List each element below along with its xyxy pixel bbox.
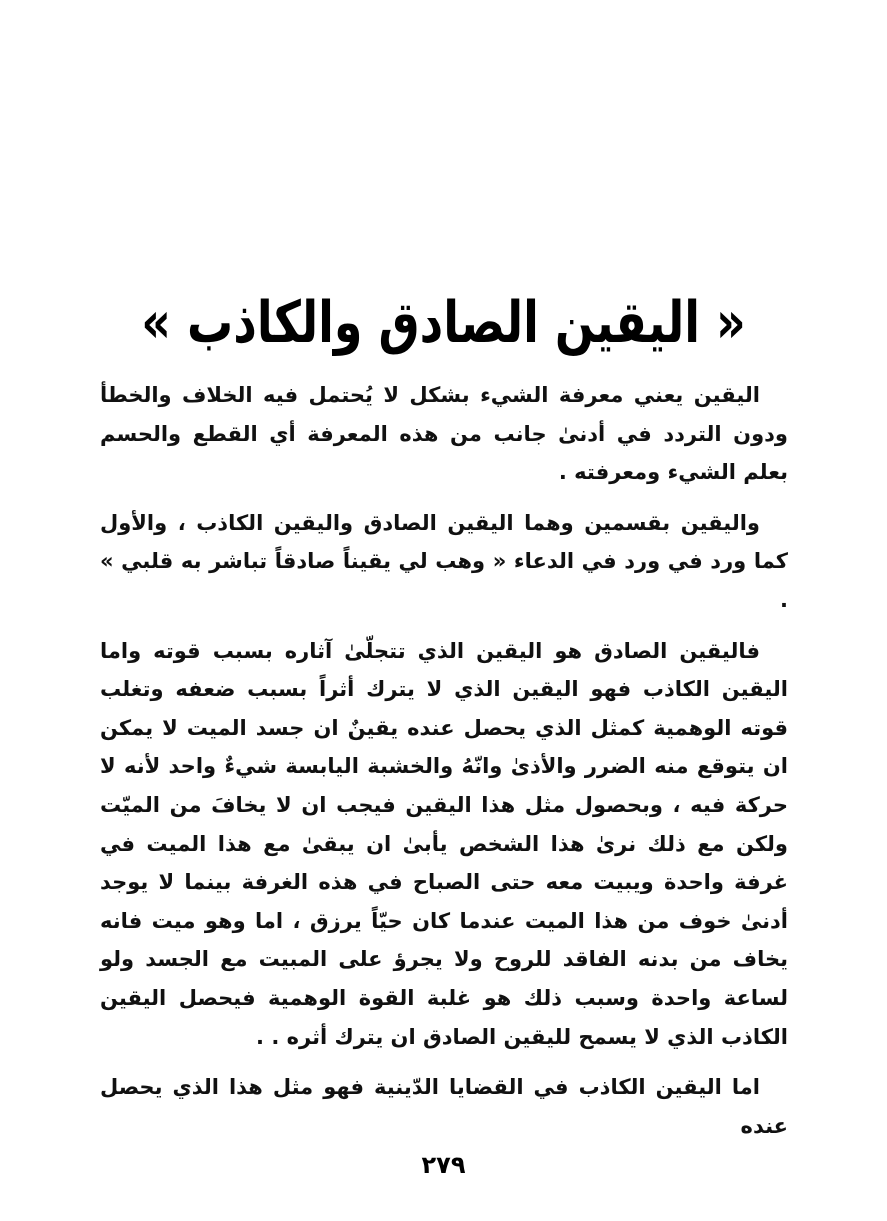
page-title: « اليقين الصادق والكاذب » (141, 288, 746, 356)
paragraph-4: اما اليقين الكاذب في القضايا الدّينية فهو مثل هذا الذي يحصل عنده (100, 1075, 788, 1138)
page-number: ٢٧٩ (421, 1151, 466, 1179)
paragraph-2: واليقين بقسمين وهما اليقين الصادق واليقين الكاذب ، والأول كما ورد في ورد في الدعاء « وهب لي يقيناً صادقاً تباشر به قلبي » . (100, 510, 788, 612)
paragraph-1: اليقين يعني معرفة الشيء بشكل لا يُحتمل فيه الخلاف والخطأ ودون التردد في أدنىٰ جانب من هذه المعرفة أي القطع والحسم بعلم الشيء ومعرفته . (100, 383, 788, 485)
paragraph-3: فاليقين الصادق هو اليقين الذي تتجلّىٰ آثاره بسبب قوته واما اليقين الكاذب فهو اليقين الذي لا يترك أثراً بسبب ضعفه وتغلب قوته الوهمية كمثل الذي يحصل عنده يقينٌ ان جسد الميت لا يمكن ان يتوقع منه الضرر والأذىٰ وانّهُ والخشبة اليابسة شيءٌ واحد لأنه لا حركة فيه ، وبحصول مثل هذا اليقين فيجب ان لا يخافَ من الميّت ولكن مع ذلك نرىٰ هذا الشخص يأبىٰ ان يبقىٰ مع هذا الميت في غرفة واحدة ويبيت معه حتى الصباح في هذه الغرفة بينما لا يوجد أدنىٰ خوف من هذا الميت عندما كان حيّاً يرزق ، اما وهو ميت فانه يخاف من بدنه الفاقد للروح ولا يجرؤ على المبيت مع الجسد ولو لساعة واحدة وسبب ذلك هو غلبة القوة الوهمية فيحصل اليقين الكاذب الذي لا يسمح لليقين الصادق ان يترك أثره . . (100, 638, 788, 1049)
body-text (100, 376, 788, 1157)
